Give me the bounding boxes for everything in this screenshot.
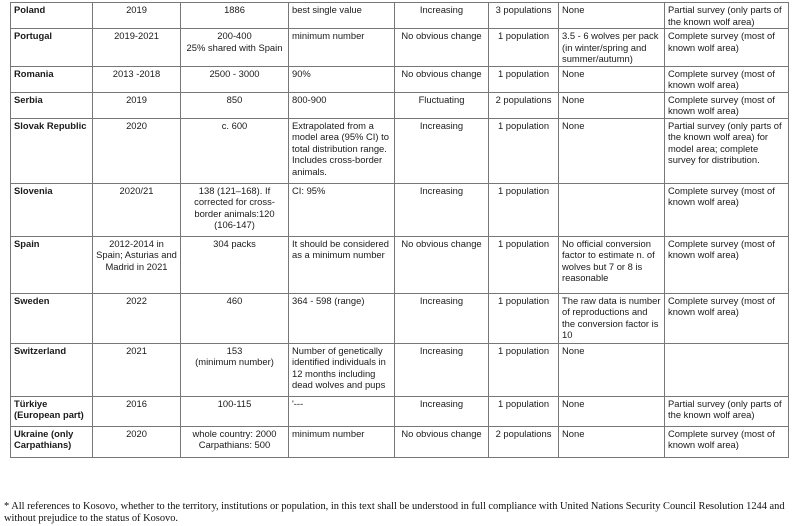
year-cell: 2020/21 [93,183,181,236]
country-cell: Ukraine (only Carpathians) [11,426,93,457]
estimate-note-cell: 90% [289,66,395,92]
populations-cell: 2 populations [489,92,559,118]
country-cell: Türkiye (European part) [11,396,93,426]
trend-cell: No obvious change [395,426,489,457]
year-cell: 2019-2021 [93,29,181,67]
table-row [11,66,789,92]
conversion-factor-cell: None [559,66,665,92]
table-row [11,3,789,29]
table-row [11,293,789,343]
country-cell: Slovenia [11,183,93,236]
estimate-note-cell: minimum number [289,426,395,457]
estimate-note-cell: CI: 95% [289,183,395,236]
year-cell: 2019 [93,3,181,29]
trend-cell: Increasing [395,118,489,183]
survey-type-cell: Complete survey (most of known wolf area) [665,183,789,236]
conversion-factor-cell: None [559,343,665,396]
year-cell: 2021 [93,343,181,396]
populations-cell: 1 population [489,343,559,396]
estimate-cell: 200-400 25% shared with Spain [181,29,289,67]
year-cell: 2012-2014 in Spain; Asturias and Madrid in 2021 [93,236,181,293]
table-row [11,92,789,118]
conversion-factor-cell: None [559,118,665,183]
survey-type-cell: Complete survey (most of known wolf area) [665,29,789,67]
estimate-cell: 153 (minimum number) [181,343,289,396]
estimate-cell: whole country: 2000 Carpathians: 500 [181,426,289,457]
conversion-factor-cell: None [559,396,665,426]
populations-cell: 1 population [489,396,559,426]
populations-cell: 1 population [489,183,559,236]
country-cell: Switzerland [11,343,93,396]
conversion-factor-cell: None [559,92,665,118]
estimate-cell: 460 [181,293,289,343]
country-cell: Slovak Republic [11,118,93,183]
year-cell: 2020 [93,426,181,457]
survey-type-cell: Partial survey (only parts of the known wolf area) [665,396,789,426]
estimate-cell: 1886 [181,3,289,29]
survey-type-cell: Partial survey (only parts of the known wolf area) for model area; complete survey for distribution. [665,118,789,183]
trend-cell: Increasing [395,293,489,343]
country-cell: Spain [11,236,93,293]
estimate-note-cell: It should be considered as a minimum number [289,236,395,293]
trend-cell: Fluctuating [395,92,489,118]
year-cell: 2020 [93,118,181,183]
estimate-cell: 850 [181,92,289,118]
conversion-factor-cell: None [559,426,665,457]
country-cell: Sweden [11,293,93,343]
year-cell: 2016 [93,396,181,426]
year-cell: 2013 -2018 [93,66,181,92]
conversion-factor-cell: The raw data is number of reproductions and the conversion factor is 10 [559,293,665,343]
estimate-cell: 138 (121–168). If corrected for cross-border animals:120 (106-147) [181,183,289,236]
survey-type-cell [665,343,789,396]
country-cell: Portugal [11,29,93,67]
estimate-note-cell: 800-900 [289,92,395,118]
table-row [11,396,789,426]
year-cell: 2019 [93,92,181,118]
country-cell: Romania [11,66,93,92]
estimate-note-cell: Extrapolated from a model area (95% CI) to total distribution range. Includes cross-border animals. [289,118,395,183]
year-cell: 2022 [93,293,181,343]
trend-cell: No obvious change [395,236,489,293]
estimate-note-cell: best single value [289,3,395,29]
populations-cell: 1 population [489,293,559,343]
estimate-note-cell: Number of genetically identified individuals in 12 months including dead wolves and pups [289,343,395,396]
estimate-cell: c. 600 [181,118,289,183]
trend-cell: No obvious change [395,29,489,67]
populations-cell: 1 population [489,236,559,293]
conversion-factor-cell: None [559,3,665,29]
estimate-note-cell: '--- [289,396,395,426]
table-row [11,29,789,67]
kosovo-footnote: * All references to Kosovo, whether to the territory, institutions or population, in this text shall be understood in full compliance with United Nations Security Council Resolution 1244 and without prejudice to the status of Kosovo. [4,501,785,524]
trend-cell: Increasing [395,183,489,236]
country-cell: Serbia [11,92,93,118]
trend-cell: Increasing [395,396,489,426]
estimate-note-cell: 364 - 598 (range) [289,293,395,343]
populations-cell: 3 populations [489,3,559,29]
survey-type-cell: Complete survey (most of known wolf area) [665,293,789,343]
table-row [11,426,789,457]
populations-cell: 1 population [489,66,559,92]
populations-cell: 2 populations [489,426,559,457]
table-row [11,236,789,293]
survey-type-cell: Complete survey (most of known wolf area) [665,66,789,92]
trend-cell: Increasing [395,343,489,396]
estimate-note-cell: minimum number [289,29,395,67]
survey-type-cell: Complete survey (most of known wolf area) [665,92,789,118]
estimate-cell: 100-115 [181,396,289,426]
table-row [11,343,789,396]
table-row [11,183,789,236]
conversion-factor-cell: No official conversion factor to estimate n. of wolves but 7 or 8 is reasonable [559,236,665,293]
estimate-cell: 2500 - 3000 [181,66,289,92]
conversion-factor-cell: 3.5 - 6 wolves per pack (in winter/spring and summer/autumn) [559,29,665,67]
table-body [11,3,789,458]
populations-cell: 1 population [489,118,559,183]
trend-cell: Increasing [395,3,489,29]
conversion-factor-cell [559,183,665,236]
survey-type-cell: Complete survey (most of known wolf area) [665,426,789,457]
country-cell: Poland [11,3,93,29]
wolf-population-table [10,2,789,458]
trend-cell: No obvious change [395,66,489,92]
survey-type-cell: Complete survey (most of known wolf area) [665,236,789,293]
table-row [11,118,789,183]
survey-type-cell: Partial survey (only parts of the known wolf area) [665,3,789,29]
populations-cell: 1 population [489,29,559,67]
estimate-cell: 304 packs [181,236,289,293]
